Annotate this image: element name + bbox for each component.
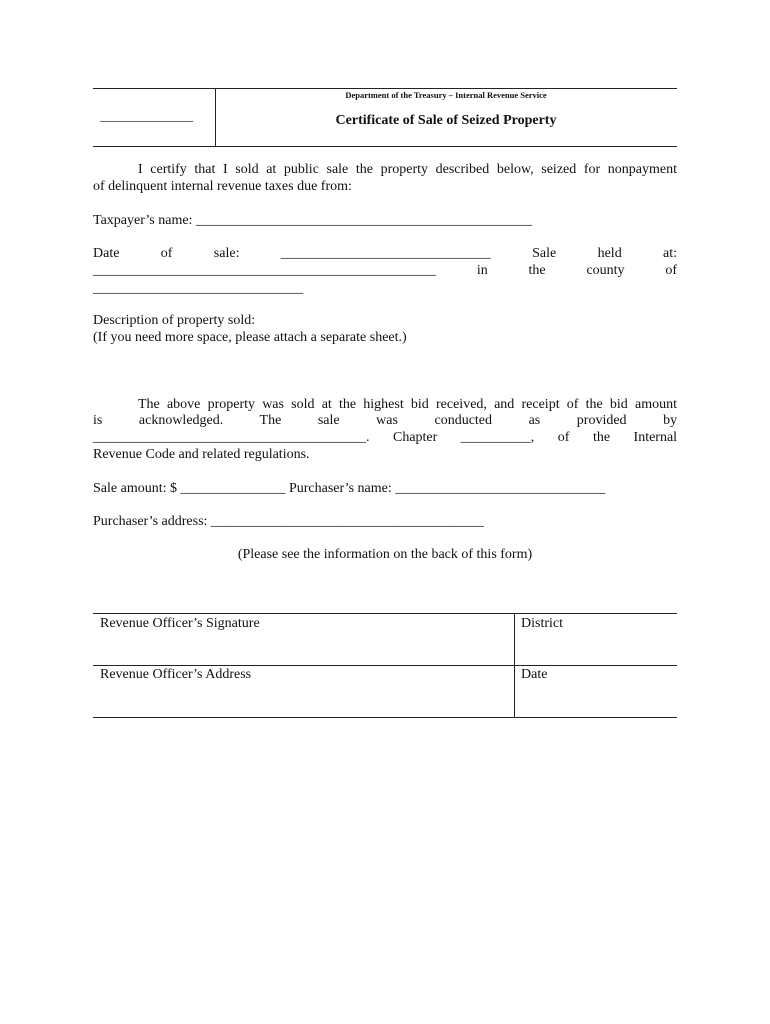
- form-title: Certificate of Sale of Seized Property: [335, 113, 557, 128]
- form-number-blank: _______________: [100, 108, 194, 123]
- sold-line-2: is acknowledged. The sale was conducted as provided by: [93, 413, 678, 428]
- officer-address-label: Revenue Officer’s Address: [100, 667, 252, 682]
- form-header: [93, 88, 677, 147]
- description-note: (If you need more space, please attach a separate sheet.): [93, 330, 407, 345]
- table-divider: [93, 665, 677, 666]
- sold-line-1: The above property was sold at the highest bid received, and receipt of the bid amount: [138, 397, 677, 412]
- officer-signature-label: Revenue Officer’s Signature: [100, 616, 260, 631]
- certify-line-2: of delinquent internal revenue taxes due from:: [93, 179, 352, 194]
- sale-amount-purchaser-line: Sale amount: $ _______________ Purchaser’s name: ______________________________: [93, 481, 606, 496]
- table-column-divider: [514, 614, 515, 717]
- back-of-form-note: (Please see the information on the back of this form): [237, 547, 533, 562]
- date-label: Date: [521, 667, 548, 682]
- signature-table: [93, 613, 677, 718]
- description-label: Description of property sold:: [93, 313, 256, 328]
- purchaser-address-line: Purchaser’s address: _______________________________________: [93, 514, 484, 529]
- sale-location-line: _________________________________________________ in the county of: [93, 263, 678, 278]
- certify-line-1: I certify that I sold at public sale the property described below, seized for nonpayment: [138, 162, 677, 177]
- sold-line-3: _______________________________________. Chapter __________, of the Internal: [93, 430, 678, 445]
- form-number-box: [93, 89, 216, 146]
- taxpayer-name-field: Taxpayer’s name: ________________________________________________: [93, 213, 532, 228]
- department-label: Department of the Treasury – Internal Revenue Service: [345, 90, 547, 100]
- sale-date-line: Date of sale: ______________________________ Sale held at:: [93, 246, 678, 261]
- district-label: District: [521, 616, 563, 631]
- sold-line-4: Revenue Code and related regulations.: [93, 447, 310, 462]
- county-blank: ______________________________: [93, 281, 303, 296]
